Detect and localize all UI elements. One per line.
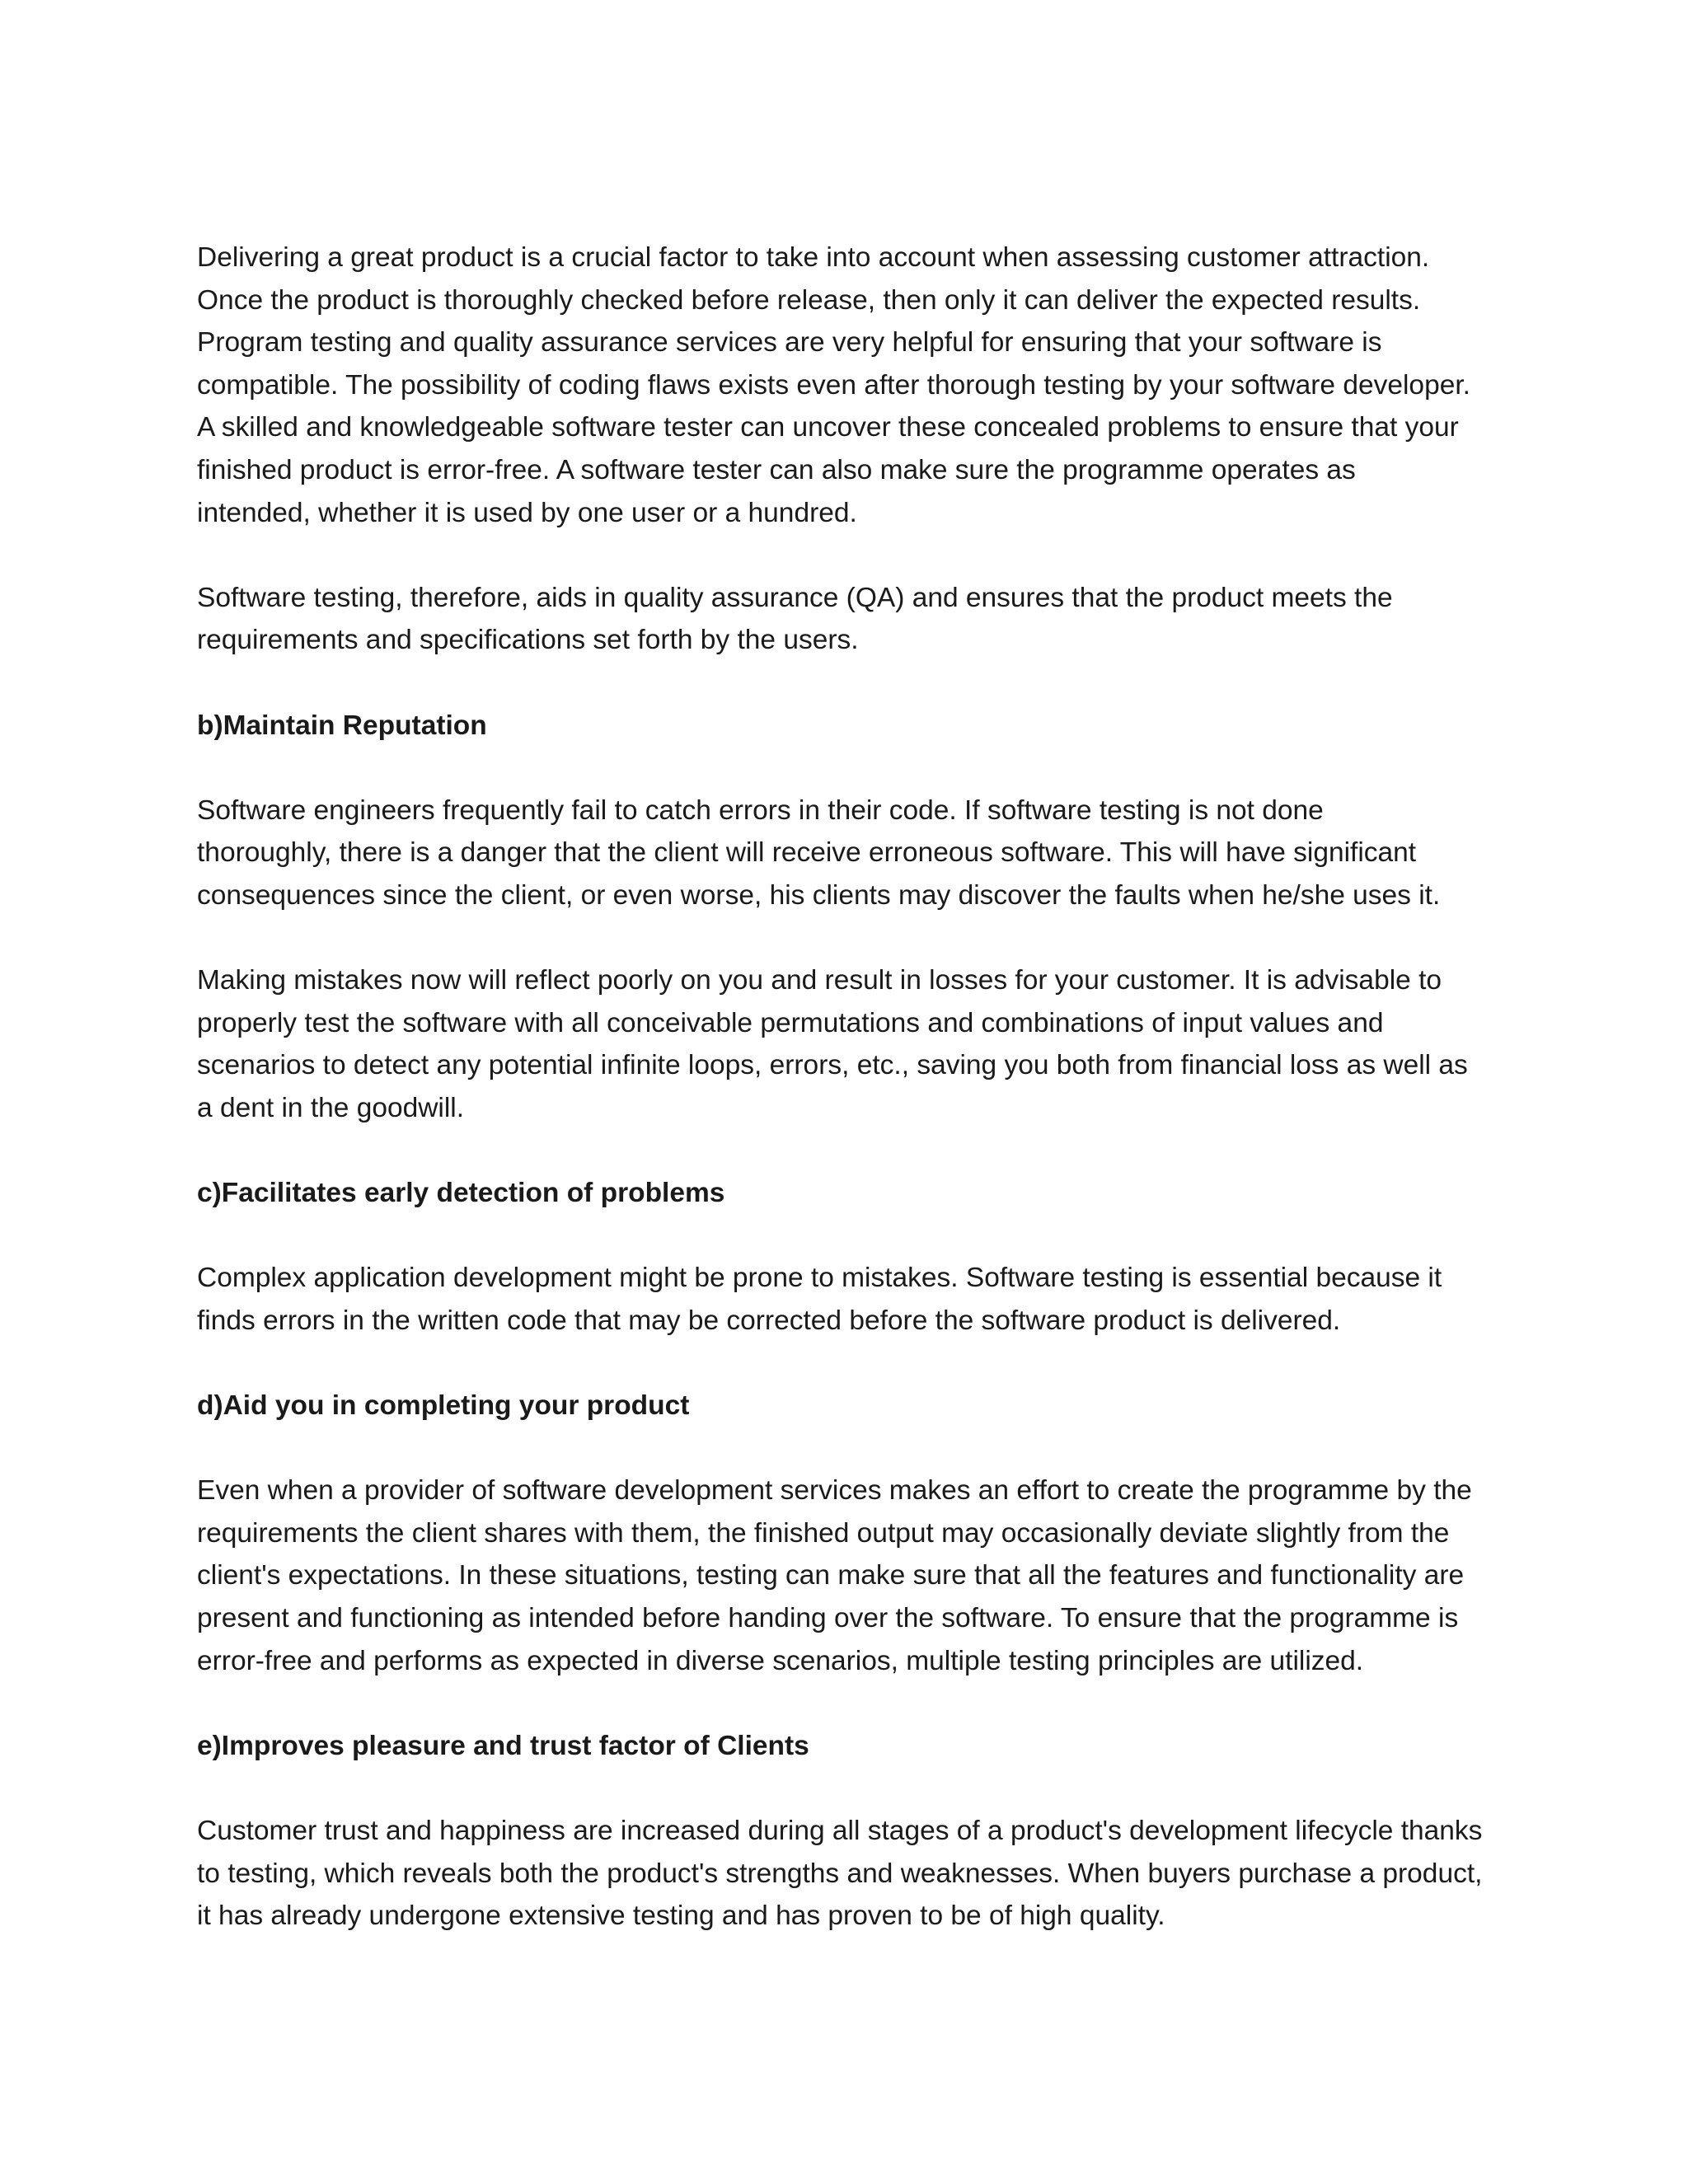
text-line: finds errors in the written code that may be corrected before the software product is delivered. [197, 1305, 1341, 1336]
document-page [197, 237, 1499, 1980]
text-line: requirements the client shares with them, the finished output may occasionally deviate slightly from the [197, 1517, 1450, 1549]
text-line: A skilled and knowledgeable software tester can uncover these concealed problems to ensure that your [197, 412, 1459, 443]
paragraph-customer-trust [197, 1810, 1499, 1938]
text-line: to testing, which reveals both the product's strengths and weaknesses. When buyers purchase a product, [197, 1858, 1483, 1889]
text-line: consequences since the client, or even worse, his clients may discover the faults when he/she uses it. [197, 879, 1441, 911]
text-line: intended, whether it is used by one user or a hundred. [197, 497, 857, 528]
text-line: properly test the software with all conceivable permutations and combinations of input values and [197, 1007, 1384, 1038]
text-line: scenarios to detect any potential infinite loops, errors, etc., saving you both from financial loss as well as [197, 1050, 1468, 1081]
section-heading-client-trust: e)Improves pleasure and trust factor of Clients [197, 1730, 809, 1761]
text-line: present and functioning as intended before handing over the software. To ensure that the programme is [197, 1603, 1459, 1633]
paragraph-quality-assurance [197, 577, 1499, 662]
text-line: Software engineers frequently fail to catch errors in their code. If software testing is not done [197, 794, 1324, 826]
text-line: finished product is error-free. A software tester can also make sure the programme operates as [197, 454, 1356, 485]
paragraph-complex-development [197, 1257, 1499, 1342]
text-line: Customer trust and happiness are increased during all stages of a product's development lifecycle thanks [197, 1815, 1483, 1846]
paragraph-provider-effort [197, 1469, 1499, 1682]
section-heading-early-detection: c)Facilitates early detection of problems [197, 1178, 725, 1209]
paragraph-making-mistakes [197, 959, 1499, 1129]
text-line: a dent in the goodwill. [197, 1092, 465, 1123]
text-line: compatible. The possibility of coding flaws exists even after thorough testing by your software developer. [197, 369, 1470, 401]
section-heading-maintain-reputation: b)Maintain Reputation [197, 710, 487, 741]
paragraph-product-quality [197, 237, 1499, 534]
text-line: Software testing, therefore, aids in quality assurance (QA) and ensures that the product meets the [197, 582, 1393, 613]
text-line: Program testing and quality assurance services are very helpful for ensuring that your software is [197, 327, 1382, 359]
text-line: Making mistakes now will reflect poorly on you and result in losses for your customer. It is advisable to [197, 965, 1442, 996]
text-line: it has already undergone extensive testing and has proven to be of high quality. [197, 1900, 1165, 1932]
text-line: Complex application development might be prone to mistakes. Software testing is essential because it [197, 1263, 1442, 1294]
section-heading-completing-product: d)Aid you in completing your product [197, 1390, 690, 1422]
text-line: Even when a provider of software development services makes an effort to create the programme by the [197, 1475, 1472, 1507]
text-line: client's expectations. In these situations, testing can make sure that all the features and functionality are [197, 1560, 1465, 1591]
paragraph-engineers-errors [197, 790, 1499, 917]
text-line: error-free and performs as expected in diverse scenarios, multiple testing principles are utilized. [197, 1645, 1364, 1676]
text-line: thoroughly, there is a danger that the client will receive erroneous software. This will have significant [197, 837, 1417, 869]
text-line: requirements and specifications set forth by the users. [197, 625, 859, 656]
text-line: Delivering a great product is a crucial factor to take into account when assessing customer attraction. [197, 242, 1430, 273]
text-line: Once the product is thoroughly checked before release, then only it can deliver the expected results. [197, 284, 1421, 316]
